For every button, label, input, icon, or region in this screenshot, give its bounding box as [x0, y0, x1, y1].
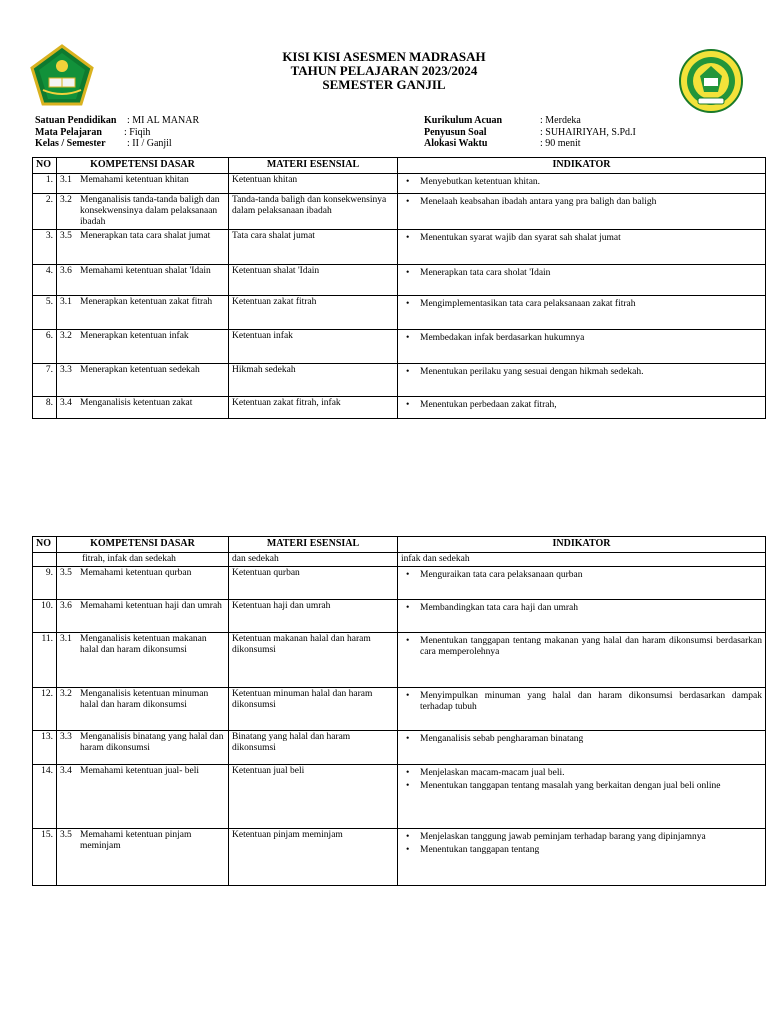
cell-materi-esensial: Ketentuan makanan halal dan haram dikonsumsi: [229, 633, 398, 688]
bullet-icon: •: [406, 603, 410, 613]
cell-kompetensi-dasar: fitrah, infak dan sedekah: [57, 553, 229, 567]
kd-text: Menerapkan ketentuan zakat fitrah: [80, 297, 213, 307]
bullet-icon: •: [406, 832, 410, 842]
cell-indikator: [398, 567, 766, 600]
cell-no: 2.: [33, 194, 57, 230]
cell-no: 9.: [33, 567, 57, 600]
cell-materi-esensial: Ketentuan shalat 'Idain: [229, 265, 398, 296]
meta-value: : Merdeka: [540, 115, 581, 126]
header-no: NO: [33, 158, 57, 174]
header-no: NO: [33, 537, 57, 553]
kd-number: 3.4: [60, 766, 72, 776]
cell-no: 13.: [33, 731, 57, 765]
cell-materi-esensial: Ketentuan khitan: [229, 174, 398, 194]
kd-text: Menerapkan ketentuan infak: [80, 331, 189, 341]
kd-text: Menganalisis ketentuan zakat: [80, 398, 193, 408]
cell-no: 12.: [33, 688, 57, 731]
meta-value: : MI AL MANAR: [127, 115, 200, 126]
kd-number: 3.6: [60, 266, 72, 276]
cell-indikator: [398, 230, 766, 265]
table-row: [33, 688, 766, 731]
indicator-text: Membandingkan tata cara haji dan umrah: [420, 603, 579, 613]
cell-materi-esensial: Ketentuan infak: [229, 330, 398, 364]
indicator-bullet-item: [406, 333, 762, 344]
cell-materi-esensial: Ketentuan haji dan umrah: [229, 600, 398, 633]
bullet-icon: •: [406, 177, 410, 187]
cell-no: 14.: [33, 765, 57, 829]
indicator-bullet-item: [406, 177, 762, 188]
cell-indikator: [398, 397, 766, 419]
kd-number: 3.3: [60, 365, 72, 375]
indicator-text: Menentukan syarat wajib dan syarat sah shalat jumat: [420, 233, 621, 243]
header-kompetensi-dasar: KOMPETENSI DASAR: [57, 158, 229, 174]
cell-materi-esensial: Ketentuan zakat fitrah, infak: [229, 397, 398, 419]
indicator-text: Menerapkan tata cara sholat 'Idain: [420, 268, 551, 278]
cell-kompetensi-dasar: [57, 567, 229, 600]
bullet-icon: •: [406, 734, 410, 744]
kd-number: 3.6: [60, 601, 72, 611]
cell-kompetensi-dasar: [57, 364, 229, 397]
bullet-icon: •: [406, 845, 410, 855]
cell-materi-esensial: Ketentuan zakat fitrah: [229, 296, 398, 330]
indicator-bullet-item: [406, 734, 762, 745]
indicator-bullet-item: [406, 636, 762, 658]
meta-info-left: [35, 115, 199, 150]
kd-number: 3.1: [60, 175, 72, 185]
indicator-bullet-item: [406, 197, 762, 208]
indicator-bullet-item: [406, 400, 762, 411]
indicator-text: Menyebutkan ketentuan khitan.: [420, 177, 541, 187]
meta-value: : SUHAIRIYAH, S.Pd.I: [540, 126, 636, 138]
kd-text: Menerapkan ketentuan sedekah: [80, 365, 200, 375]
table-row: [33, 174, 766, 194]
kd-text: Menganalisis binatang yang halal dan haram dikonsumsi: [80, 732, 224, 753]
header-materi-esensial: MATERI ESENSIAL: [229, 158, 398, 174]
indicator-bullet-item: [406, 845, 762, 856]
cell-indikator: [398, 600, 766, 633]
cell-no: 1.: [33, 174, 57, 194]
cell-indikator: [398, 731, 766, 765]
cell-materi-esensial: Tata cara shalat jumat: [229, 230, 398, 265]
bullet-icon: •: [406, 367, 410, 377]
cell-indikator: [398, 330, 766, 364]
bullet-icon: •: [406, 233, 410, 243]
indicator-bullet-item: [406, 832, 762, 843]
kd-text: Memahami ketentuan jual- beli: [80, 766, 199, 776]
cell-indikator: [398, 364, 766, 397]
kd-number: 3.4: [60, 398, 72, 408]
cell-kompetensi-dasar: [57, 731, 229, 765]
cell-kompetensi-dasar: [57, 174, 229, 194]
cell-materi-esensial: dan sedekah: [229, 553, 398, 567]
cell-materi-esensial: Hikmah sedekah: [229, 364, 398, 397]
meta-label: Kurikulum Acuan: [424, 115, 503, 126]
indicator-text: Menentukan tanggapan tentang makanan yang halal dan haram dikonsumsi berdasarkan cara memperolehnya: [420, 636, 762, 657]
indicator-bullet-item: [406, 603, 762, 614]
kd-text: Menganalisis ketentuan minuman halal dan haram dikonsumsi: [80, 689, 209, 710]
indicator-text: Menentukan tanggapan tentang: [420, 845, 540, 855]
meta-label: Mata Pelajaran: [35, 126, 102, 138]
table-row: [33, 397, 766, 419]
cell-no: 15.: [33, 829, 57, 886]
cell-materi-esensial: Ketentuan jual beli: [229, 765, 398, 829]
kd-text: Memahami ketentuan haji dan umrah: [80, 601, 222, 611]
table-row: [33, 230, 766, 265]
kd-number: 3.2: [60, 331, 72, 341]
cell-kompetensi-dasar: [57, 633, 229, 688]
indicator-bullet-item: [406, 691, 762, 713]
cell-kompetensi-dasar: [57, 765, 229, 829]
cell-kompetensi-dasar: [57, 296, 229, 330]
kd-number: 3.5: [60, 568, 72, 578]
indicator-text: Menelaah keabsahan ibadah antara yang pra baligh dan baligh: [420, 197, 657, 207]
kd-text: Memahami ketentuan shalat 'Idain: [80, 266, 211, 276]
bullet-icon: •: [406, 268, 410, 278]
cell-no: [33, 553, 57, 567]
cell-kompetensi-dasar: [57, 330, 229, 364]
indicator-text: Mengimplementasikan tata cara pelaksanaan zakat fitrah: [420, 299, 636, 309]
table-row: [33, 829, 766, 886]
kd-text: Memahami ketentuan pinjam meminjam: [80, 830, 192, 851]
cell-indikator: infak dan sedekah: [398, 553, 766, 567]
cell-no: 6.: [33, 330, 57, 364]
cell-indikator: [398, 194, 766, 230]
kd-number: 3.5: [60, 231, 72, 241]
title-line-3: SEMESTER GANJIL: [322, 77, 446, 92]
cell-kompetensi-dasar: [57, 397, 229, 419]
document-title: [0, 50, 768, 92]
indicator-bullet-item: [406, 367, 762, 378]
header-indikator: INDIKATOR: [398, 537, 766, 553]
table-row: [33, 330, 766, 364]
meta-value: : 90 menit: [540, 138, 581, 149]
indicator-bullet-item: [406, 570, 762, 581]
cell-materi-esensial: Binatang yang halal dan haram dikonsumsi: [229, 731, 398, 765]
kd-number: 3.1: [60, 297, 72, 307]
indicator-bullet-item: [406, 233, 762, 244]
meta-label: Alokasi Waktu: [424, 138, 488, 149]
bullet-icon: •: [406, 197, 410, 207]
kd-text: Menerapkan tata cara shalat jumat: [80, 231, 211, 241]
title-line-2: TAHUN PELAJARAN 2023/2024: [290, 63, 478, 78]
indicator-table-1: [32, 157, 766, 419]
cell-no: 11.: [33, 633, 57, 688]
bullet-icon: •: [406, 299, 410, 309]
indicator-text: Menentukan perilaku yang sesuai dengan hikmah sedekah.: [420, 367, 644, 377]
cell-materi-esensial: Ketentuan pinjam meminjam: [229, 829, 398, 886]
indicator-text: Membedakan infak berdasarkan hukumnya: [420, 333, 585, 343]
cell-kompetensi-dasar: [57, 688, 229, 731]
bullet-icon: •: [406, 781, 410, 791]
cell-kompetensi-dasar: [57, 829, 229, 886]
cell-no: 7.: [33, 364, 57, 397]
cell-no: 3.: [33, 230, 57, 265]
table-row: [33, 633, 766, 688]
cell-no: 8.: [33, 397, 57, 419]
kd-text: Menganalisis tanda-tanda baligh dan konsekwensinya dalam pelaksanaan ibadah: [80, 195, 220, 227]
cell-indikator: [398, 829, 766, 886]
bullet-icon: •: [406, 636, 410, 646]
bullet-icon: •: [406, 691, 410, 701]
cell-materi-esensial: Ketentuan qurban: [229, 567, 398, 600]
cell-materi-esensial: Tanda-tanda baligh dan konsekwensinya dalam pelaksanaan ibadah: [229, 194, 398, 230]
kd-number: 3.2: [60, 195, 72, 205]
cell-indikator: [398, 688, 766, 731]
indicator-text: Menentukan tanggapan tentang masalah yang berkaitan dengan jual beli online: [420, 781, 721, 791]
meta-value: : II / Ganjil: [127, 138, 172, 149]
table-row-continuation: [33, 553, 766, 567]
meta-label: Penyusun Soal: [424, 126, 487, 138]
table-row: [33, 194, 766, 230]
table-row: [33, 765, 766, 829]
indicator-bullet-item: [406, 768, 762, 779]
indicator-text: Menganalisis sebab pengharaman binatang: [420, 734, 584, 744]
cell-materi-esensial: Ketentuan minuman halal dan haram dikonsumsi: [229, 688, 398, 731]
cell-no: 4.: [33, 265, 57, 296]
meta-value: : Fiqih: [124, 126, 151, 138]
kd-number: 3.3: [60, 732, 72, 742]
cell-indikator: [398, 265, 766, 296]
kd-text: Memahami ketentuan khitan: [80, 175, 189, 185]
cell-indikator: [398, 174, 766, 194]
kd-text: Memahami ketentuan qurban: [80, 568, 192, 578]
cell-kompetensi-dasar: [57, 265, 229, 296]
bullet-icon: •: [406, 570, 410, 580]
meta-label: Satuan Pendidikan: [35, 115, 117, 126]
bullet-icon: •: [406, 333, 410, 343]
indicator-text: Menguraikan tata cara pelaksanaan qurban: [420, 570, 583, 580]
header-indikator: INDIKATOR: [398, 158, 766, 174]
table-row: [33, 731, 766, 765]
cell-indikator: [398, 765, 766, 829]
table-row: [33, 567, 766, 600]
header-materi-esensial: MATERI ESENSIAL: [229, 537, 398, 553]
table-row: [33, 364, 766, 397]
meta-info-right: [424, 115, 636, 150]
indicator-text: Menjelaskan macam-macam jual beli.: [420, 768, 565, 778]
cell-kompetensi-dasar: [57, 600, 229, 633]
cell-no: 10.: [33, 600, 57, 633]
cell-indikator: [398, 633, 766, 688]
indicator-table-2: [32, 536, 766, 886]
kd-number: 3.1: [60, 634, 72, 644]
cell-indikator: [398, 296, 766, 330]
cell-no: 5.: [33, 296, 57, 330]
kd-number: 3.5: [60, 830, 72, 840]
indicator-text: Menjelaskan tanggung jawab peminjam terhadap barang yang dipinjamnya: [420, 832, 706, 842]
title-line-1: KISI KISI ASESMEN MADRASAH: [282, 49, 486, 64]
header-kompetensi-dasar: KOMPETENSI DASAR: [57, 537, 229, 553]
bullet-icon: •: [406, 400, 410, 410]
kd-text: Menganalisis ketentuan makanan halal dan haram dikonsumsi: [80, 634, 207, 655]
table-row: [33, 265, 766, 296]
indicator-bullet-item: [406, 268, 762, 279]
meta-label: Kelas / Semester: [35, 138, 106, 149]
table-row: [33, 296, 766, 330]
cell-kompetensi-dasar: [57, 194, 229, 230]
kd-number: 3.2: [60, 689, 72, 699]
cell-kompetensi-dasar: [57, 230, 229, 265]
table-row: [33, 600, 766, 633]
indicator-bullet-item: [406, 781, 762, 792]
indicator-text: Menyimpulkan minuman yang halal dan haram dikonsumsi berdasarkan dampak terhadap tubuh: [420, 691, 762, 712]
bullet-icon: •: [406, 768, 410, 778]
indicator-bullet-item: [406, 299, 762, 310]
indicator-text: Menentukan perbedaan zakat fitrah,: [420, 400, 557, 410]
